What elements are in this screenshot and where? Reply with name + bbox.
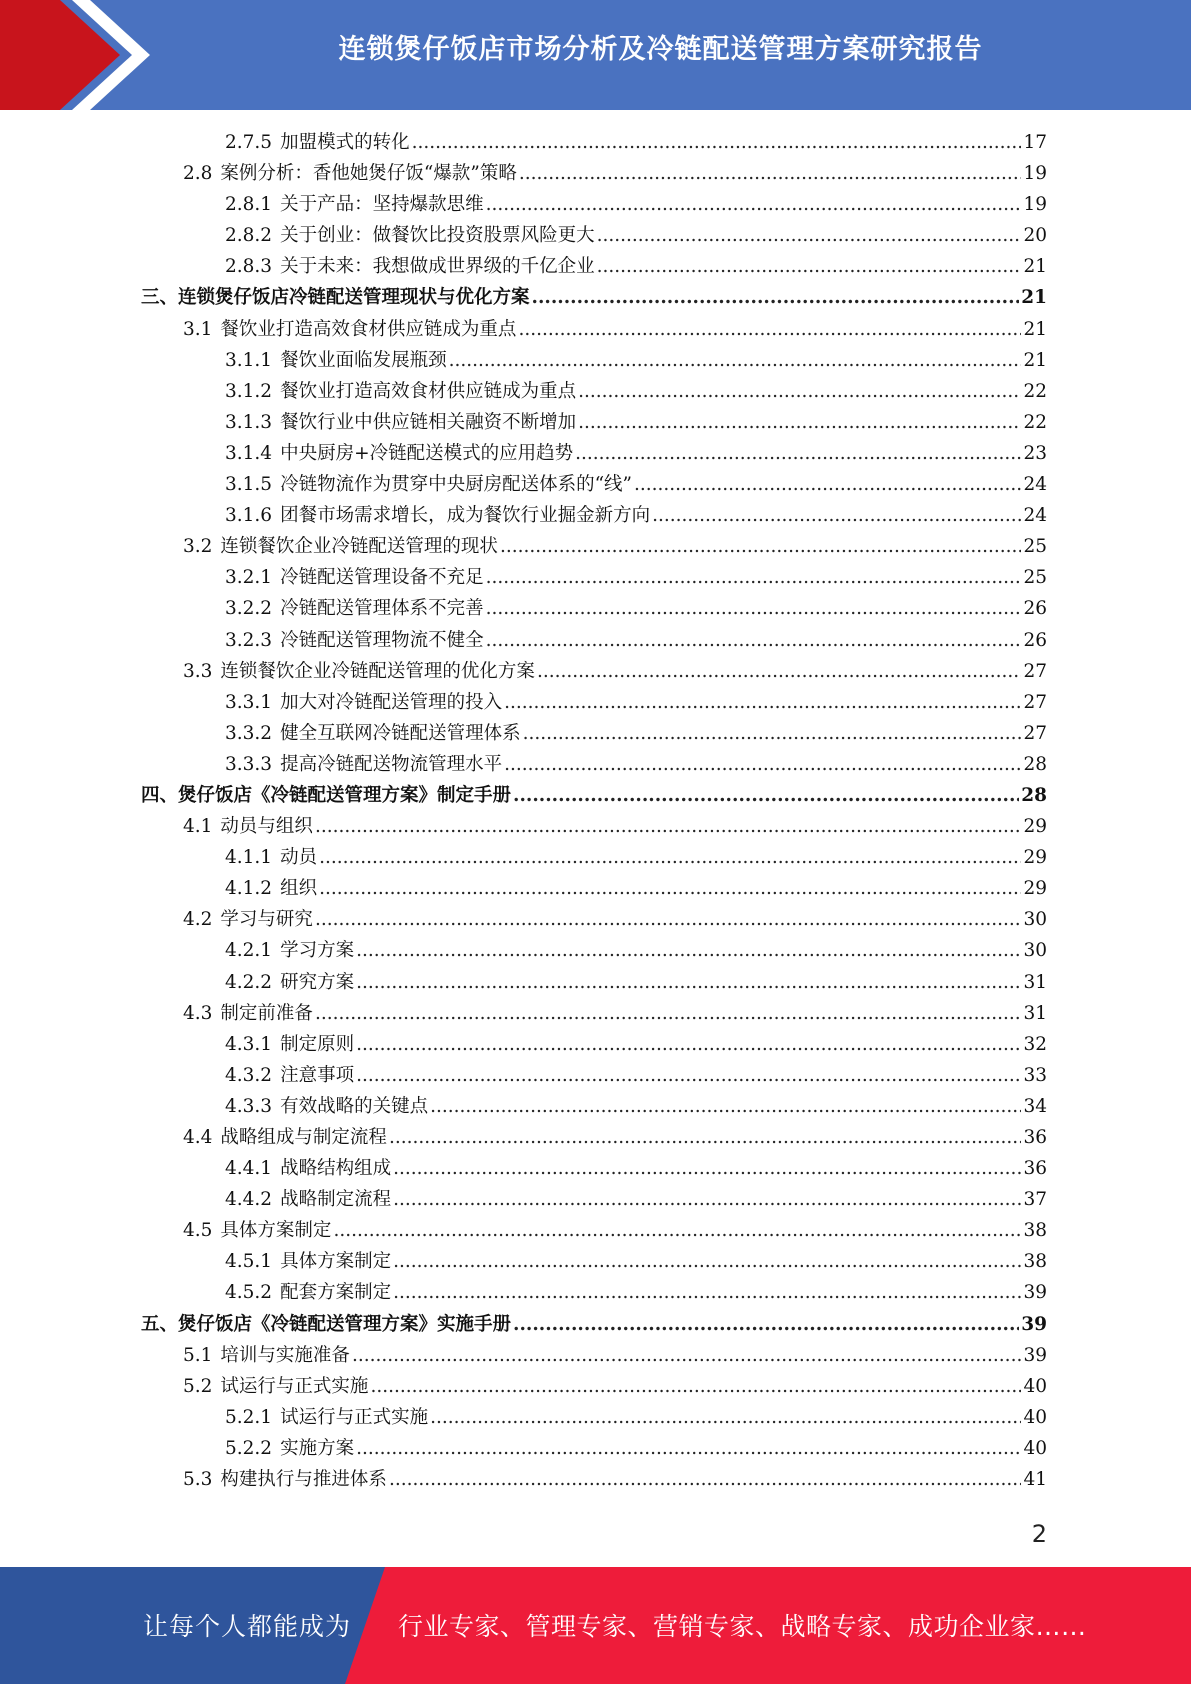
toc-entry[interactable] bbox=[141, 1371, 1047, 1402]
toc-entry-number: 4.3 bbox=[183, 1002, 213, 1024]
toc-entry-title: 动员 bbox=[280, 847, 318, 869]
toc-dot-leader bbox=[652, 500, 1021, 531]
toc-entry-title: 构建执行与推进体系 bbox=[220, 1469, 387, 1491]
toc-entry[interactable] bbox=[141, 873, 1047, 904]
header-arrow-icon bbox=[0, 0, 170, 110]
toc-entry-page: 31 bbox=[1023, 971, 1047, 993]
toc-dot-leader bbox=[356, 1029, 1021, 1060]
toc-entry-title: 关于创业：做餐饮比投资股票风险更大 bbox=[280, 225, 595, 247]
toc-dot-leader bbox=[597, 251, 1022, 282]
toc-entry-title: 学习方案 bbox=[280, 940, 355, 962]
toc-entry-number: 3.1.1 bbox=[225, 349, 273, 371]
toc-entry-title: 连锁餐饮企业冷链配送管理的优化方案 bbox=[220, 660, 535, 682]
toc-dot-leader bbox=[430, 1091, 1021, 1122]
toc-entry-page: 38 bbox=[1023, 1251, 1047, 1273]
toc-entry-title: 餐饮业面临发展瓶颈 bbox=[280, 349, 447, 371]
toc-entry[interactable] bbox=[141, 593, 1047, 624]
toc-dot-leader bbox=[523, 718, 1022, 749]
toc-entry-page: 25 bbox=[1023, 536, 1047, 558]
toc-dot-leader bbox=[352, 1340, 1022, 1371]
toc-dot-leader bbox=[486, 562, 1022, 593]
toc-entry-number: 3.1.2 bbox=[225, 380, 273, 402]
toc-entry[interactable] bbox=[141, 562, 1047, 593]
toc-entry-title: 加盟模式的转化 bbox=[280, 132, 410, 153]
toc-entry-number: 2.8 bbox=[183, 163, 213, 185]
toc-entry-title: 中央厨房+冷链配送模式的应用趋势 bbox=[280, 442, 574, 464]
toc-entry[interactable] bbox=[141, 1402, 1047, 1433]
toc-entry-title: 培训与实施准备 bbox=[220, 1344, 350, 1366]
toc-entry-page: 25 bbox=[1023, 567, 1047, 589]
toc-entry-title: 五、煲仔饭店《冷链配送管理方案》实施手册 bbox=[141, 1313, 512, 1335]
toc-entry[interactable] bbox=[141, 718, 1047, 749]
toc-entry-number: 4.5 bbox=[183, 1220, 213, 1242]
toc-entry[interactable] bbox=[141, 749, 1047, 780]
toc-entry-title: 具体方案制定 bbox=[280, 1251, 392, 1273]
report-title: 连锁煲仔饭店市场分析及冷链配送管理方案研究报告 bbox=[338, 34, 983, 65]
toc-dot-leader bbox=[389, 1464, 1022, 1495]
toc-entry-number: 4.5.1 bbox=[225, 1251, 273, 1273]
toc-entry-number: 3.3.2 bbox=[225, 722, 273, 744]
toc-dot-leader bbox=[537, 656, 1022, 687]
toc-entry-page: 30 bbox=[1023, 940, 1047, 962]
toc-dot-leader bbox=[393, 1153, 1021, 1184]
page-footer bbox=[0, 1567, 1191, 1684]
toc-entry[interactable] bbox=[141, 127, 1047, 158]
toc-entry[interactable] bbox=[141, 1309, 1047, 1340]
toc-entry-title: 注意事项 bbox=[280, 1064, 355, 1086]
toc-entry[interactable] bbox=[141, 687, 1047, 718]
toc-entry[interactable] bbox=[141, 1464, 1047, 1495]
toc-dot-leader bbox=[518, 314, 1021, 345]
toc-entry[interactable] bbox=[141, 842, 1047, 873]
toc-entry-title: 制定原则 bbox=[280, 1033, 355, 1055]
toc-dot-leader bbox=[486, 593, 1022, 624]
toc-entry-title: 四、煲仔饭店《冷链配送管理方案》制定手册 bbox=[141, 784, 512, 806]
toc-entry-number: 2.8.2 bbox=[225, 225, 273, 247]
toc-entry-page: 36 bbox=[1023, 1127, 1047, 1148]
toc-dot-leader bbox=[578, 407, 1021, 438]
toc-entry[interactable] bbox=[141, 314, 1047, 345]
toc-entry-number: 3.2.3 bbox=[225, 629, 273, 651]
toc-dot-leader bbox=[575, 438, 1021, 469]
toc-entry-title: 关于产品：坚持爆款思维 bbox=[280, 194, 484, 216]
toc-entry-page: 40 bbox=[1023, 1437, 1047, 1459]
toc-entry-page: 27 bbox=[1023, 691, 1047, 713]
toc-entry[interactable] bbox=[141, 376, 1047, 407]
toc-entry-title: 冷链配送管理设备不充足 bbox=[280, 567, 484, 589]
toc-entry-number: 5.2.1 bbox=[225, 1406, 273, 1428]
toc-entry-page: 24 bbox=[1023, 505, 1047, 527]
toc-entry-title: 冷链物流作为贯穿中央厨房配送体系的“线” bbox=[280, 474, 632, 496]
toc-entry-page: 39 bbox=[1021, 1313, 1047, 1335]
toc-entry-title: 具体方案制定 bbox=[220, 1220, 332, 1242]
toc-entry[interactable] bbox=[141, 656, 1047, 687]
toc-entry[interactable] bbox=[141, 158, 1047, 189]
toc-dot-leader bbox=[315, 811, 1022, 842]
toc-entry-number: 3.1.4 bbox=[225, 442, 273, 464]
toc-dot-leader bbox=[356, 935, 1021, 966]
toc-entry[interactable] bbox=[141, 220, 1047, 251]
toc-entry-page: 38 bbox=[1023, 1220, 1047, 1242]
toc-dot-leader bbox=[356, 1433, 1021, 1464]
toc-entry-number: 4.1.2 bbox=[225, 878, 273, 900]
toc-entry-page: 29 bbox=[1023, 878, 1047, 900]
toc-entry-number: 2.8.3 bbox=[225, 256, 273, 278]
toc-entry-title: 学习与研究 bbox=[220, 909, 313, 931]
toc-entry-number: 3.3.1 bbox=[225, 691, 273, 713]
toc-dot-leader bbox=[319, 842, 1021, 873]
toc-entry-title: 冷链配送管理体系不完善 bbox=[280, 598, 484, 620]
toc-entry[interactable] bbox=[141, 967, 1047, 998]
toc-entry-number: 4.4.2 bbox=[225, 1189, 273, 1211]
toc-dot-leader bbox=[504, 687, 1021, 718]
toc-entry-number: 2.7.5 bbox=[225, 132, 273, 153]
toc-entry-page: 33 bbox=[1023, 1064, 1047, 1086]
toc-entry[interactable] bbox=[141, 1060, 1047, 1091]
toc-entry-title: 动员与组织 bbox=[220, 816, 313, 838]
toc-dot-leader bbox=[513, 1309, 1019, 1340]
toc-entry-title: 三、连锁煲仔饭店冷链配送管理现状与优化方案 bbox=[141, 287, 530, 309]
page-number: 2 bbox=[1031, 1520, 1047, 1548]
toc-entry-page: 26 bbox=[1023, 629, 1047, 651]
toc-entry-page: 21 bbox=[1023, 349, 1047, 371]
toc-dot-leader bbox=[393, 1246, 1021, 1277]
toc-entry-page: 23 bbox=[1023, 442, 1047, 464]
toc-dot-leader bbox=[356, 967, 1021, 998]
toc-entry-title: 冷链配送管理物流不健全 bbox=[280, 629, 484, 651]
toc-entry-title: 餐饮业打造高效食材供应链成为重点 bbox=[220, 318, 517, 340]
toc-entry-title: 餐饮业打造高效食材供应链成为重点 bbox=[280, 380, 577, 402]
table-of-contents bbox=[141, 127, 1047, 1495]
toc-entry-number: 5.3 bbox=[183, 1469, 213, 1491]
toc-entry-title: 关于未来：我想做成世界级的千亿企业 bbox=[280, 256, 595, 278]
toc-entry-number: 4.3.3 bbox=[225, 1095, 273, 1117]
toc-entry-title: 连锁餐饮企业冷链配送管理的现状 bbox=[220, 536, 498, 558]
toc-entry[interactable] bbox=[141, 469, 1047, 500]
toc-entry-page: 30 bbox=[1023, 909, 1047, 931]
toc-entry[interactable] bbox=[141, 1340, 1047, 1371]
toc-entry-title: 战略结构组成 bbox=[280, 1158, 392, 1180]
toc-entry-title: 制定前准备 bbox=[220, 1002, 313, 1024]
toc-dot-leader bbox=[333, 1215, 1021, 1246]
toc-entry-number: 3.2.1 bbox=[225, 567, 273, 589]
toc-entry[interactable] bbox=[141, 811, 1047, 842]
toc-entry-title: 战略制定流程 bbox=[280, 1189, 392, 1211]
toc-entry-title: 实施方案 bbox=[280, 1437, 355, 1459]
toc-dot-leader bbox=[315, 998, 1022, 1029]
toc-entry-number: 4.2.1 bbox=[225, 940, 273, 962]
toc-dot-leader bbox=[449, 345, 1022, 376]
toc-dot-leader bbox=[532, 282, 1020, 313]
toc-entry-page: 24 bbox=[1023, 474, 1047, 496]
toc-entry-page: 36 bbox=[1023, 1158, 1047, 1180]
toc-entry-page: 26 bbox=[1023, 598, 1047, 620]
toc-entry-title: 案例分析：香他她煲仔饭“爆款”策略 bbox=[220, 163, 517, 185]
toc-dot-leader bbox=[519, 158, 1022, 189]
toc-entry-page: 39 bbox=[1023, 1344, 1047, 1366]
toc-entry-page: 32 bbox=[1023, 1033, 1047, 1055]
toc-entry-page: 19 bbox=[1023, 163, 1047, 185]
toc-entry-number: 4.3.2 bbox=[225, 1064, 273, 1086]
toc-entry-number: 3.2.2 bbox=[225, 598, 273, 620]
toc-entry-page: 41 bbox=[1023, 1469, 1047, 1491]
toc-entry[interactable] bbox=[141, 1433, 1047, 1464]
toc-entry[interactable] bbox=[141, 904, 1047, 935]
toc-dot-leader bbox=[393, 1184, 1021, 1215]
toc-entry[interactable] bbox=[141, 251, 1047, 282]
toc-dot-leader bbox=[486, 625, 1022, 656]
toc-entry-page: 19 bbox=[1023, 194, 1047, 216]
toc-entry-title: 有效战略的关键点 bbox=[280, 1095, 429, 1117]
toc-entry[interactable] bbox=[141, 998, 1047, 1029]
toc-dot-leader bbox=[513, 780, 1019, 811]
page-header bbox=[0, 0, 1191, 110]
toc-dot-leader bbox=[370, 1371, 1021, 1402]
toc-entry-page: 29 bbox=[1023, 816, 1047, 838]
toc-entry[interactable] bbox=[141, 189, 1047, 220]
toc-entry-number: 3.3.3 bbox=[225, 753, 273, 775]
toc-entry[interactable] bbox=[141, 935, 1047, 966]
toc-entry[interactable] bbox=[141, 1246, 1047, 1277]
toc-entry-number: 5.2.2 bbox=[225, 1437, 273, 1459]
toc-entry-number: 3.1.5 bbox=[225, 474, 273, 496]
footer-slogan: 让每个人都能成为 bbox=[143, 1612, 352, 1641]
toc-entry-number: 4.3.1 bbox=[225, 1033, 273, 1055]
toc-entry[interactable] bbox=[141, 780, 1047, 811]
toc-entry-number: 4.4.1 bbox=[225, 1158, 273, 1180]
toc-entry-title: 健全互联网冷链配送管理体系 bbox=[280, 722, 521, 744]
toc-dot-leader bbox=[315, 904, 1022, 935]
toc-entry-page: 22 bbox=[1023, 380, 1047, 402]
toc-dot-leader bbox=[634, 469, 1021, 500]
toc-entry-page: 40 bbox=[1023, 1375, 1047, 1397]
toc-entry-title: 战略组成与制定流程 bbox=[220, 1127, 387, 1148]
toc-entry[interactable] bbox=[141, 1091, 1047, 1122]
toc-entry-page: 29 bbox=[1023, 847, 1047, 869]
toc-entry-number: 2.8.1 bbox=[225, 194, 273, 216]
toc-entry-page: 21 bbox=[1023, 318, 1047, 340]
toc-dot-leader bbox=[430, 1402, 1021, 1433]
toc-dot-leader bbox=[504, 749, 1021, 780]
toc-entry-number: 5.2 bbox=[183, 1375, 213, 1397]
toc-dot-leader bbox=[356, 1060, 1021, 1091]
footer-roles: 行业专家、管理专家、营销专家、战略专家、成功企业家…… bbox=[398, 1612, 1087, 1641]
toc-entry-page: 37 bbox=[1023, 1189, 1047, 1211]
toc-entry[interactable] bbox=[141, 438, 1047, 469]
toc-entry[interactable] bbox=[141, 625, 1047, 656]
toc-entry[interactable] bbox=[141, 1122, 1047, 1153]
toc-entry[interactable] bbox=[141, 282, 1047, 313]
toc-entry-number: 4.2 bbox=[183, 909, 213, 931]
toc-entry-title: 试运行与正式实施 bbox=[220, 1375, 369, 1397]
toc-entry[interactable] bbox=[141, 1184, 1047, 1215]
toc-entry[interactable] bbox=[141, 407, 1047, 438]
toc-dot-leader bbox=[393, 1277, 1021, 1308]
toc-entry[interactable] bbox=[141, 345, 1047, 376]
toc-entry-number: 3.1.6 bbox=[225, 505, 273, 527]
toc-entry-number: 3.3 bbox=[183, 660, 213, 682]
toc-entry-number: 4.1 bbox=[183, 816, 213, 838]
toc-entry-page: 22 bbox=[1023, 411, 1047, 433]
toc-entry-number: 4.5.2 bbox=[225, 1282, 273, 1304]
toc-entry[interactable] bbox=[141, 1215, 1047, 1246]
toc-entry-number: 3.2 bbox=[183, 536, 213, 558]
toc-entry-number: 4.4 bbox=[183, 1127, 213, 1148]
toc-entry-page: 27 bbox=[1023, 722, 1047, 744]
toc-entry-page: 28 bbox=[1023, 753, 1047, 775]
toc-entry-page: 40 bbox=[1023, 1406, 1047, 1428]
toc-dot-leader bbox=[389, 1122, 1022, 1153]
toc-entry-number: 5.1 bbox=[183, 1344, 213, 1366]
toc-entry-page: 28 bbox=[1021, 784, 1047, 806]
toc-entry[interactable] bbox=[141, 1029, 1047, 1060]
toc-entry-number: 4.2.2 bbox=[225, 971, 273, 993]
toc-entry[interactable] bbox=[141, 531, 1047, 562]
toc-entry-title: 组织 bbox=[280, 878, 318, 900]
toc-entry-number: 3.1.3 bbox=[225, 411, 273, 433]
toc-entry-title: 餐饮行业中供应链相关融资不断增加 bbox=[280, 411, 577, 433]
toc-entry-page: 39 bbox=[1023, 1282, 1047, 1304]
toc-dot-leader bbox=[500, 531, 1022, 562]
toc-entry-title: 研究方案 bbox=[280, 971, 355, 993]
toc-entry-title: 试运行与正式实施 bbox=[280, 1406, 429, 1428]
toc-entry-number: 4.1.1 bbox=[225, 847, 273, 869]
toc-entry[interactable] bbox=[141, 1153, 1047, 1184]
toc-entry-page: 34 bbox=[1023, 1095, 1047, 1117]
toc-entry-page: 20 bbox=[1023, 225, 1047, 247]
toc-entry-page: 21 bbox=[1021, 287, 1047, 309]
toc-entry-number: 3.1 bbox=[183, 318, 213, 340]
toc-entry[interactable] bbox=[141, 500, 1047, 531]
toc-entry-title: 提高冷链配送物流管理水平 bbox=[280, 753, 503, 775]
toc-dot-leader bbox=[578, 376, 1021, 407]
toc-entry-title: 加大对冷链配送管理的投入 bbox=[280, 691, 503, 713]
toc-entry-page: 17 bbox=[1023, 132, 1047, 153]
toc-dot-leader bbox=[412, 127, 1022, 158]
toc-entry-page: 27 bbox=[1023, 660, 1047, 682]
toc-entry-title: 团餐市场需求增长，成为餐饮行业掘金新方向 bbox=[280, 505, 651, 527]
toc-dot-leader bbox=[486, 189, 1022, 220]
toc-entry-title: 配套方案制定 bbox=[280, 1282, 392, 1304]
toc-entry-page: 21 bbox=[1023, 256, 1047, 278]
toc-dot-leader bbox=[597, 220, 1022, 251]
toc-entry[interactable] bbox=[141, 1277, 1047, 1308]
toc-dot-leader bbox=[319, 873, 1021, 904]
toc-entry-page: 31 bbox=[1023, 1002, 1047, 1024]
